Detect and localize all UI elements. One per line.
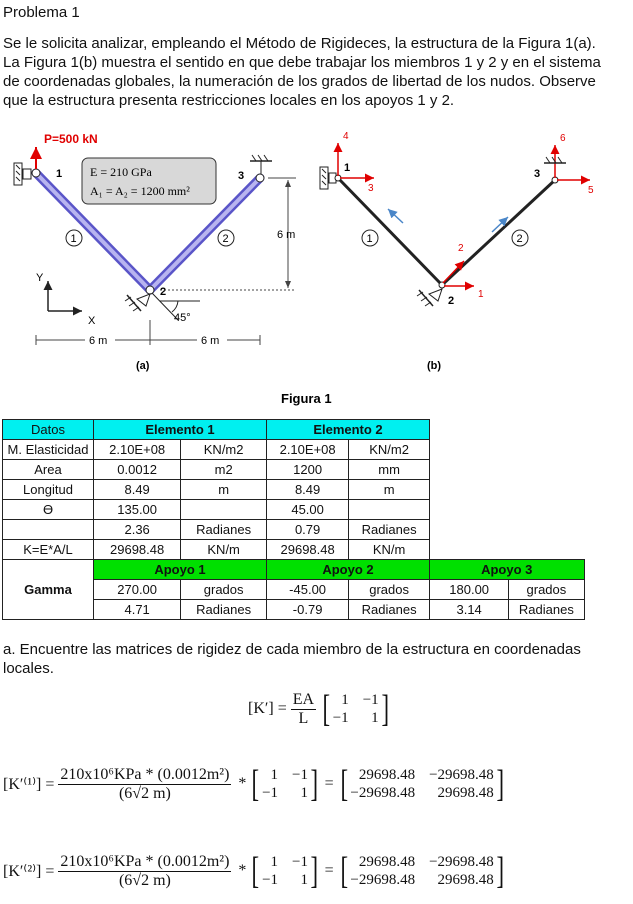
header-element-2: Elemento 2 <box>267 420 430 440</box>
problem-title: Problema 1 <box>3 4 80 21</box>
node-3-label-b: 3 <box>534 168 541 180</box>
k1-equation: [K′⁽¹⁾] = $\frac{\text{210x10⁶KPa * (0.0012m²)}}{(6√2 m)}$ * [ 1 −1 −1 1 ] = [ 29698.48 −29698.48 −29698.48 29698.48 ] <box>3 763 504 805</box>
wall-support-left-a <box>14 163 31 185</box>
props-line-2: A₁ = A₂ = 1200 mm² <box>90 184 190 198</box>
span-left-label: 6 m <box>89 335 108 347</box>
table-row: Area 0.0012 m2 1200 mm <box>3 460 585 480</box>
member-2-label-a: 2 <box>222 233 229 245</box>
intro-line-1: Se le solicita analizar, empleando el Método de Rigideces, la estructura de la Figura 1(a). <box>3 35 596 52</box>
node-2-label-a: 2 <box>160 286 167 298</box>
table-row: 270.00 grados -45.00 grados 180.00 grados <box>3 580 585 600</box>
member-1-b <box>338 178 442 285</box>
intro-line-4: que la estructura presenta restricciones locales en los apoyos 1 y 2. <box>3 92 455 109</box>
intro-line-2: La Figura 1(b) muestra el sentido en que debe trabajar los miembros 1 y 2 y en el sistema <box>3 54 601 71</box>
caption-a: (a) <box>136 360 150 372</box>
dof-1: 1 <box>478 289 484 300</box>
dof-5: 5 <box>588 185 594 196</box>
table-row: 2.36 Radianes 0.79 Radianes <box>3 520 585 540</box>
node-1-label-b: 1 <box>344 162 351 174</box>
inclined-support-b <box>417 289 442 306</box>
table-row: 4.71 Radianes -0.79 Radianes 3.14 Radianes <box>3 600 585 620</box>
axis-x-label: X <box>88 315 96 327</box>
question-a-line-1: a. Encuentre las matrices de rigidez de cada miembro de la estructura en coordenadas <box>3 641 581 658</box>
header-element-1: Elemento 1 <box>94 420 267 440</box>
node-2-label-b: 2 <box>448 295 455 307</box>
caption-b: (b) <box>427 360 442 372</box>
height-dim-label: 6 m <box>277 229 296 241</box>
dof-4: 4 <box>343 131 349 142</box>
question-a-line-2: locales. <box>3 660 54 677</box>
table-row: Longitud 8.49 m 8.49 m <box>3 480 585 500</box>
inclined-support-a <box>125 294 150 311</box>
load-label: P=500 kN <box>44 132 98 146</box>
structure-figure <box>0 125 633 415</box>
dof-6: 6 <box>560 133 566 144</box>
props-line-1: E = 210 GPa <box>90 165 152 179</box>
apoyo-3-header: Apoyo 3 <box>430 560 585 580</box>
figure-caption: Figura 1 <box>281 391 332 406</box>
header-datos: Datos <box>3 420 94 440</box>
dof-2: 2 <box>458 243 464 254</box>
intro-line-3: de coordenadas globales, la numeración de los grados de libertad de los nudos. Observe <box>3 73 596 90</box>
table-row: ϴ 135.00 45.00 <box>3 500 585 520</box>
k2-equation: [K′⁽²⁾] = $\frac{\text{210x10⁶KPa * (0.0012m²)}}{(6√2 m)}$ * [ 1 −1 −1 1 ] = [ 29698.48 −29698.48 −29698.48 29698.48 ] <box>3 850 504 892</box>
data-table <box>2 419 585 620</box>
axis-y-label: Y <box>36 272 44 284</box>
member-1-label-a: 1 <box>70 233 77 245</box>
general-stiffness-equation: [K′] = $\frac{EA}{L}$ [ 1 −1 −1 1 ] <box>248 688 389 730</box>
member-2-label-b: 2 <box>516 233 523 245</box>
member-1-label-b: 1 <box>366 233 373 245</box>
angle-label: 45° <box>174 312 191 324</box>
gamma-label: Gamma <box>3 560 94 620</box>
apoyo-1-header: Apoyo 1 <box>94 560 267 580</box>
wall-support-left-b <box>320 167 336 189</box>
roof-support-a <box>250 155 272 174</box>
node-1-label-a: 1 <box>56 168 63 180</box>
table-row: K=E*A/L 29698.48 KN/m 29698.48 KN/m <box>3 540 585 560</box>
span-right-label: 6 m <box>201 335 220 347</box>
dof-3: 3 <box>368 183 374 194</box>
member-2-b <box>442 180 555 285</box>
apoyo-2-header: Apoyo 2 <box>267 560 430 580</box>
node-3-label-a: 3 <box>238 170 245 182</box>
table-row: M. Elasticidad 2.10E+08 KN/m2 2.10E+08 KN/m2 <box>3 440 585 460</box>
